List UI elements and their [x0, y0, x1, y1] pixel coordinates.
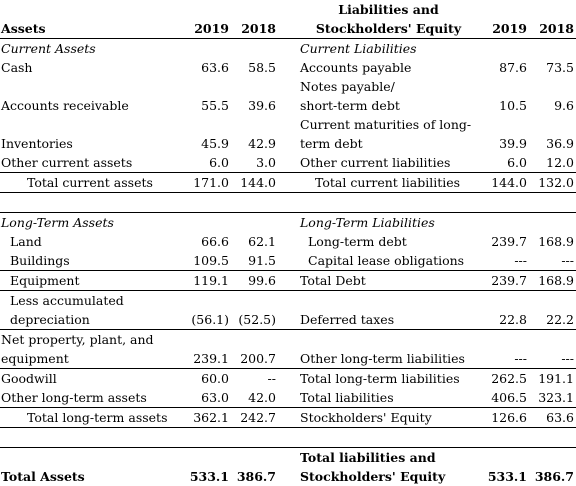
less-accumulated-2019: (56.1) [182, 291, 231, 330]
assets-header: Assets [0, 0, 182, 39]
table-row [0, 330, 576, 369]
total-liabilities-equity-label-line1: Total liabilities and [300, 450, 436, 465]
other-current-liabilities-2019: 6.0 [479, 153, 529, 173]
other-long-term-assets-label: Other long-term assets [0, 388, 182, 408]
table-row [0, 153, 576, 173]
total-liabilities-2019: 406.5 [479, 388, 529, 408]
accounts-payable-2019: 87.6 [499, 60, 527, 75]
header-row [0, 0, 576, 39]
other-current-assets-2019: 6.0 [182, 153, 231, 173]
table-row [0, 232, 576, 251]
notes-payable-2019: 10.5 [499, 98, 527, 113]
total-long-term-liabilities-2019: 262.5 [491, 371, 527, 386]
total-assets-2018: 386.7 [236, 469, 276, 484]
less-accumulated-2018: (52.5) [231, 291, 278, 330]
total-liabilities-equity-2019: 533.1 [487, 469, 527, 484]
liabilities-header-line1: Liabilities and [338, 2, 439, 17]
stockholders-equity-2019: 126.6 [479, 408, 529, 428]
less-accumulated-label-line2: depreciation [10, 312, 90, 327]
liabilities-header-line2: Stockholders' Equity [315, 21, 462, 36]
total-assets-label: Total Assets [1, 469, 85, 484]
long-term-liabilities-heading: Long-Term Liabilities [300, 215, 435, 230]
section-row-current [0, 39, 576, 59]
inventories-2019: 45.9 [201, 136, 229, 151]
grand-total-row [0, 448, 576, 486]
current-maturities-2019: 39.9 [499, 136, 527, 151]
other-current-liabilities-2018: 12.0 [529, 153, 576, 173]
buildings-2019: 109.5 [182, 251, 231, 271]
total-liabilities-equity-label [298, 448, 479, 486]
capital-lease-2018: --- [529, 251, 576, 271]
notes-payable-2018: 9.6 [554, 98, 574, 113]
net-ppe-label-line2: equipment [1, 351, 69, 366]
capital-lease-label: Capital lease obligations [298, 251, 479, 271]
long-term-assets-heading: Long-Term Assets [1, 215, 114, 230]
table-row [0, 251, 576, 271]
accounts-payable-label: Accounts payable [300, 60, 412, 75]
land-2018: 62.1 [248, 234, 276, 249]
total-long-term-assets-2019: 362.1 [182, 408, 231, 428]
less-accumulated-label [0, 291, 182, 330]
current-liabilities-heading: Current Liabilities [300, 41, 417, 56]
spacer-row [0, 193, 576, 213]
total-debt-2018: 168.9 [529, 271, 576, 291]
goodwill-label: Goodwill [1, 371, 57, 386]
total-current-liabilities-2019: 144.0 [479, 173, 529, 193]
other-current-liabilities-label: Other current liabilities [298, 153, 479, 173]
buildings-2018: 91.5 [231, 251, 278, 271]
total-current-assets-2018: 144.0 [231, 173, 278, 193]
total-current-assets-label: Total current assets [0, 173, 182, 193]
accounts-payable-2018: 73.5 [546, 60, 574, 75]
equipment-label: Equipment [0, 271, 182, 291]
total-long-term-liabilities-2018: 191.1 [538, 371, 574, 386]
year-2019-header-right: 2019 [479, 0, 529, 39]
other-long-term-liabilities-label: Other long-term liabilities [298, 330, 479, 369]
net-ppe-label-line1: Net property, plant, and [1, 332, 154, 347]
current-assets-heading: Current Assets [1, 41, 96, 56]
table-row [0, 58, 576, 77]
long-term-debt-label: Long-term debt [308, 234, 407, 249]
other-long-term-assets-2019: 63.0 [182, 388, 231, 408]
total-current-liabilities-label: Total current liabilities [298, 173, 479, 193]
year-2018-header-right: 2018 [529, 0, 576, 39]
current-maturities-2018: 36.9 [546, 136, 574, 151]
long-term-debt-2018: 168.9 [538, 234, 574, 249]
deferred-taxes-2019: 22.8 [479, 291, 529, 330]
inventories-2018: 42.9 [248, 136, 276, 151]
total-long-term-liabilities-label: Total long-term liabilities [300, 371, 460, 386]
accounts-receivable-2018: 39.6 [248, 98, 276, 113]
total-debt-label: Total Debt [298, 271, 479, 291]
total-liabilities-2018: 323.1 [529, 388, 576, 408]
total-liabilities-equity-2018: 386.7 [534, 469, 574, 484]
equipment-2018: 99.6 [231, 271, 278, 291]
goodwill-2019: 60.0 [201, 371, 229, 386]
section-row-long-term [0, 213, 576, 233]
current-maturities-label [298, 115, 479, 153]
long-term-debt-2019: 239.7 [491, 234, 527, 249]
total-current-liabilities-2018: 132.0 [529, 173, 576, 193]
table-row [0, 115, 576, 153]
cash-label: Cash [1, 60, 33, 75]
table-row [0, 369, 576, 389]
accounts-receivable-2019: 55.5 [201, 98, 229, 113]
current-maturities-label-line1: Current maturities of long- [300, 117, 472, 132]
other-long-term-liabilities-2018: --- [529, 330, 576, 369]
other-current-assets-2018: 3.0 [231, 153, 278, 173]
total-long-term-assets-2018: 242.7 [231, 408, 278, 428]
total-liabilities-equity-label-line2: Stockholders' Equity [300, 469, 446, 484]
other-long-term-liabilities-2019: --- [479, 330, 529, 369]
spacer-row [0, 428, 576, 448]
deferred-taxes-2018: 22.2 [529, 291, 576, 330]
other-current-assets-label: Other current assets [0, 153, 182, 173]
table-row [0, 77, 576, 115]
less-accumulated-label-line1: Less accumulated [10, 293, 124, 308]
notes-payable-label-line1: Notes payable/ [300, 79, 395, 94]
net-ppe-label [0, 330, 182, 369]
net-ppe-2019: 239.1 [182, 330, 231, 369]
cash-2018: 58.5 [248, 60, 276, 75]
stockholders-equity-2018: 63.6 [529, 408, 576, 428]
land-label: Land [10, 234, 42, 249]
stockholders-equity-label: Stockholders' Equity [298, 408, 479, 428]
net-ppe-2018: 200.7 [231, 330, 278, 369]
deferred-taxes-label: Deferred taxes [298, 291, 479, 330]
total-long-term-assets-label: Total long-term assets [0, 408, 182, 428]
table-row [0, 408, 576, 428]
other-long-term-assets-2018: 42.0 [231, 388, 278, 408]
total-current-assets-2019: 171.0 [182, 173, 231, 193]
cash-2019: 63.6 [201, 60, 229, 75]
capital-lease-2019: --- [479, 251, 529, 271]
current-maturities-label-line2: term debt [300, 136, 363, 151]
buildings-label: Buildings [0, 251, 182, 271]
notes-payable-label-line2: short-term debt [300, 98, 400, 113]
table-row [0, 173, 576, 193]
total-debt-2019: 239.7 [479, 271, 529, 291]
total-assets-2019: 533.1 [189, 469, 229, 484]
total-liabilities-label: Total liabilities [298, 388, 479, 408]
notes-payable-label [298, 77, 479, 115]
year-2018-header-left: 2018 [231, 0, 278, 39]
liabilities-header [298, 0, 479, 39]
accounts-receivable-label: Accounts receivable [1, 98, 129, 113]
inventories-label: Inventories [1, 136, 73, 151]
table-row [0, 291, 576, 330]
table-row [0, 271, 576, 291]
goodwill-2018: -- [267, 371, 276, 386]
equipment-2019: 119.1 [182, 271, 231, 291]
year-2019-header-left: 2019 [182, 0, 231, 39]
table-row [0, 388, 576, 408]
land-2019: 66.6 [201, 234, 229, 249]
